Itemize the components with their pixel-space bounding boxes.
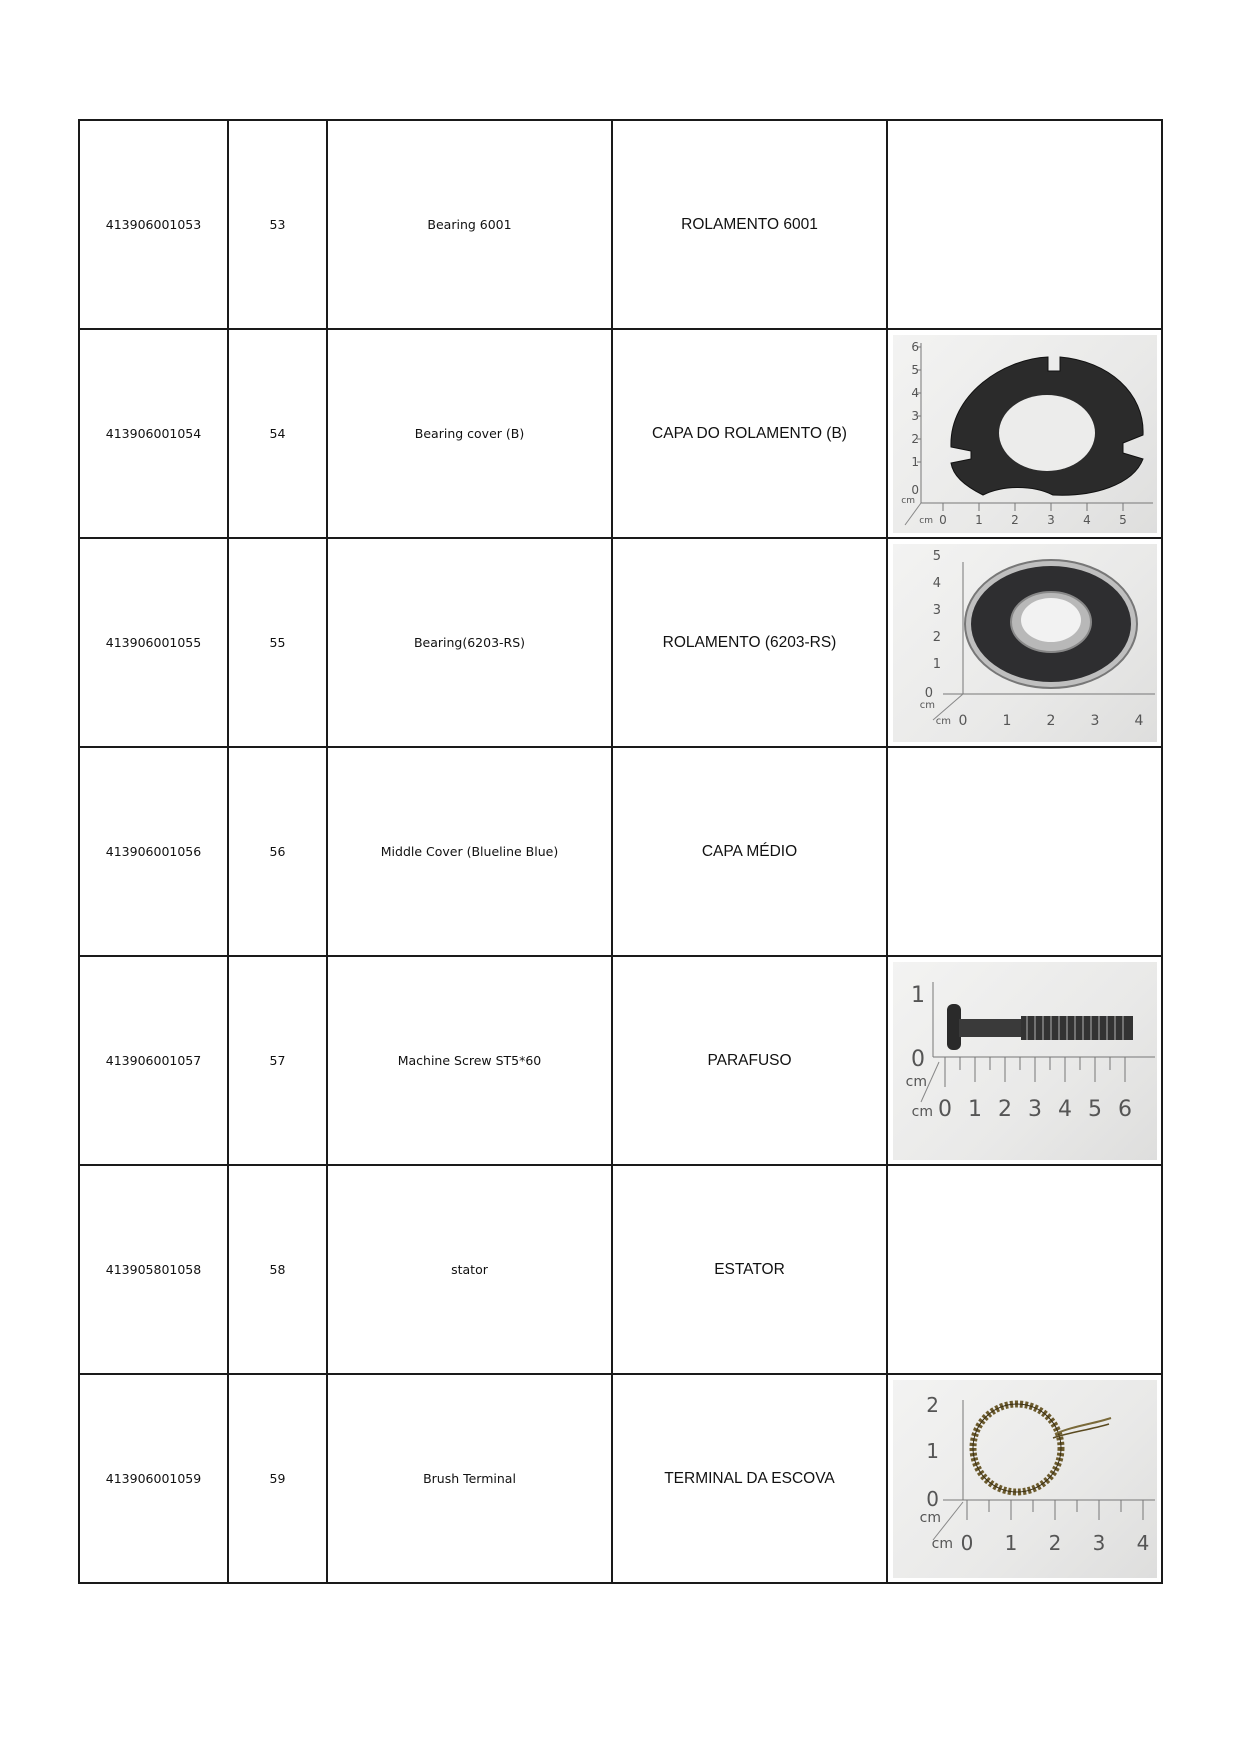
scale-label: 2 bbox=[910, 431, 919, 446]
scale-label: 4 bbox=[1134, 712, 1143, 729]
part-code: 413906001059 bbox=[79, 1374, 228, 1583]
description-pt: ESTATOR bbox=[612, 1165, 887, 1374]
bearing-photo bbox=[893, 544, 1157, 742]
scale-label: 0 bbox=[960, 1530, 973, 1555]
scale-label: 5 bbox=[1118, 512, 1127, 527]
scale-label: 1 bbox=[910, 454, 919, 469]
description-pt: CAPA DO ROLAMENTO (B) bbox=[612, 329, 887, 538]
scale-label: 5 bbox=[910, 362, 919, 377]
unit-label: cm bbox=[919, 699, 935, 711]
scale-label: 1 bbox=[967, 1096, 982, 1122]
scale-label: 1 bbox=[932, 656, 941, 672]
scale-label: 0 bbox=[938, 512, 947, 527]
bearing-cover-photo bbox=[893, 335, 1157, 533]
scale-label: 3 bbox=[1090, 712, 1099, 729]
part-code: 413906001055 bbox=[79, 538, 228, 747]
part-code: 413906001057 bbox=[79, 956, 228, 1165]
scale-label: 4 bbox=[1057, 1096, 1072, 1122]
unit-label: cm bbox=[911, 1103, 933, 1120]
scale-label: 3 bbox=[1092, 1530, 1105, 1555]
part-code: 413905801058 bbox=[79, 1165, 228, 1374]
table-row bbox=[79, 538, 1162, 747]
image-cell-empty bbox=[887, 747, 1162, 956]
description-pt: ROLAMENTO 6001 bbox=[612, 120, 887, 329]
table-row bbox=[79, 956, 1162, 1165]
scale-label: 4 bbox=[1136, 1530, 1149, 1555]
parts-table bbox=[78, 119, 1163, 1584]
scale-label: 3 bbox=[932, 602, 941, 618]
description-pt: PARAFUSO bbox=[612, 956, 887, 1165]
description-pt: CAPA MÉDIO bbox=[612, 747, 887, 956]
scale-label: 2 bbox=[925, 1392, 939, 1417]
description-en: Bearing 6001 bbox=[327, 120, 612, 329]
machine-screw-photo bbox=[893, 962, 1157, 1160]
table-row bbox=[79, 329, 1162, 538]
scale-label: 3 bbox=[1046, 512, 1055, 527]
scale-label: 4 bbox=[1082, 512, 1091, 527]
part-code: 413906001053 bbox=[79, 120, 228, 329]
scale-label: 0 bbox=[924, 685, 933, 701]
scale-label: 5 bbox=[932, 548, 941, 564]
image-cell bbox=[887, 329, 1162, 538]
unit-label: cm bbox=[935, 715, 951, 727]
scale-label: 2 bbox=[997, 1096, 1012, 1122]
unit-label: cm bbox=[919, 1509, 941, 1526]
scale-label: 3 bbox=[1027, 1096, 1042, 1122]
image-cell-empty bbox=[887, 1165, 1162, 1374]
unit-label: cm bbox=[931, 1535, 953, 1552]
image-cell bbox=[887, 1374, 1162, 1583]
part-code: 413906001054 bbox=[79, 329, 228, 538]
scale-label: 5 bbox=[1087, 1096, 1102, 1122]
unit-label: cm bbox=[905, 1073, 927, 1090]
part-code: 413906001056 bbox=[79, 747, 228, 956]
image-cell-empty bbox=[887, 120, 1162, 329]
part-number: 57 bbox=[228, 956, 327, 1165]
brush-terminal-photo bbox=[893, 1380, 1157, 1578]
description-en: Machine Screw ST5*60 bbox=[327, 956, 612, 1165]
description-en: stator bbox=[327, 1165, 612, 1374]
scale-label: 0 bbox=[910, 482, 919, 497]
image-cell bbox=[887, 538, 1162, 747]
scale-label: 1 bbox=[1002, 712, 1011, 729]
scale-label: 0 bbox=[958, 712, 967, 729]
scale-label: 2 bbox=[1048, 1530, 1061, 1555]
table-row bbox=[79, 1165, 1162, 1374]
scale-label: 0 bbox=[937, 1096, 952, 1122]
description-en: Bearing cover (B) bbox=[327, 329, 612, 538]
scale-label: 1 bbox=[925, 1438, 939, 1463]
scale-label: 3 bbox=[910, 408, 919, 423]
table-row bbox=[79, 120, 1162, 329]
description-en: Middle Cover (Blueline Blue) bbox=[327, 747, 612, 956]
scale-label: 0 bbox=[925, 1486, 939, 1511]
scale-label: 2 bbox=[1046, 712, 1055, 729]
part-number: 58 bbox=[228, 1165, 327, 1374]
scale-label: 6 bbox=[1117, 1096, 1132, 1122]
part-number: 59 bbox=[228, 1374, 327, 1583]
description-en: Bearing(6203-RS) bbox=[327, 538, 612, 747]
scale-label: 2 bbox=[932, 629, 941, 645]
part-number: 56 bbox=[228, 747, 327, 956]
scale-label: 0 bbox=[910, 1046, 925, 1072]
part-number: 55 bbox=[228, 538, 327, 747]
part-number: 54 bbox=[228, 329, 327, 538]
part-number: 53 bbox=[228, 120, 327, 329]
description-pt: ROLAMENTO (6203-RS) bbox=[612, 538, 887, 747]
scale-label: 2 bbox=[1010, 512, 1019, 527]
description-pt: TERMINAL DA ESCOVA bbox=[612, 1374, 887, 1583]
unit-label: cm bbox=[918, 515, 933, 526]
scale-label: 1 bbox=[974, 512, 983, 527]
description-en: Brush Terminal bbox=[327, 1374, 612, 1583]
scale-label: 1 bbox=[1004, 1530, 1017, 1555]
image-cell bbox=[887, 956, 1162, 1165]
scale-label: 4 bbox=[910, 385, 919, 400]
scale-label: 1 bbox=[910, 982, 925, 1008]
table-row bbox=[79, 747, 1162, 956]
scale-label: 4 bbox=[932, 575, 941, 591]
unit-label: cm bbox=[900, 495, 915, 506]
scale-label: 6 bbox=[910, 339, 919, 354]
table-row bbox=[79, 1374, 1162, 1583]
